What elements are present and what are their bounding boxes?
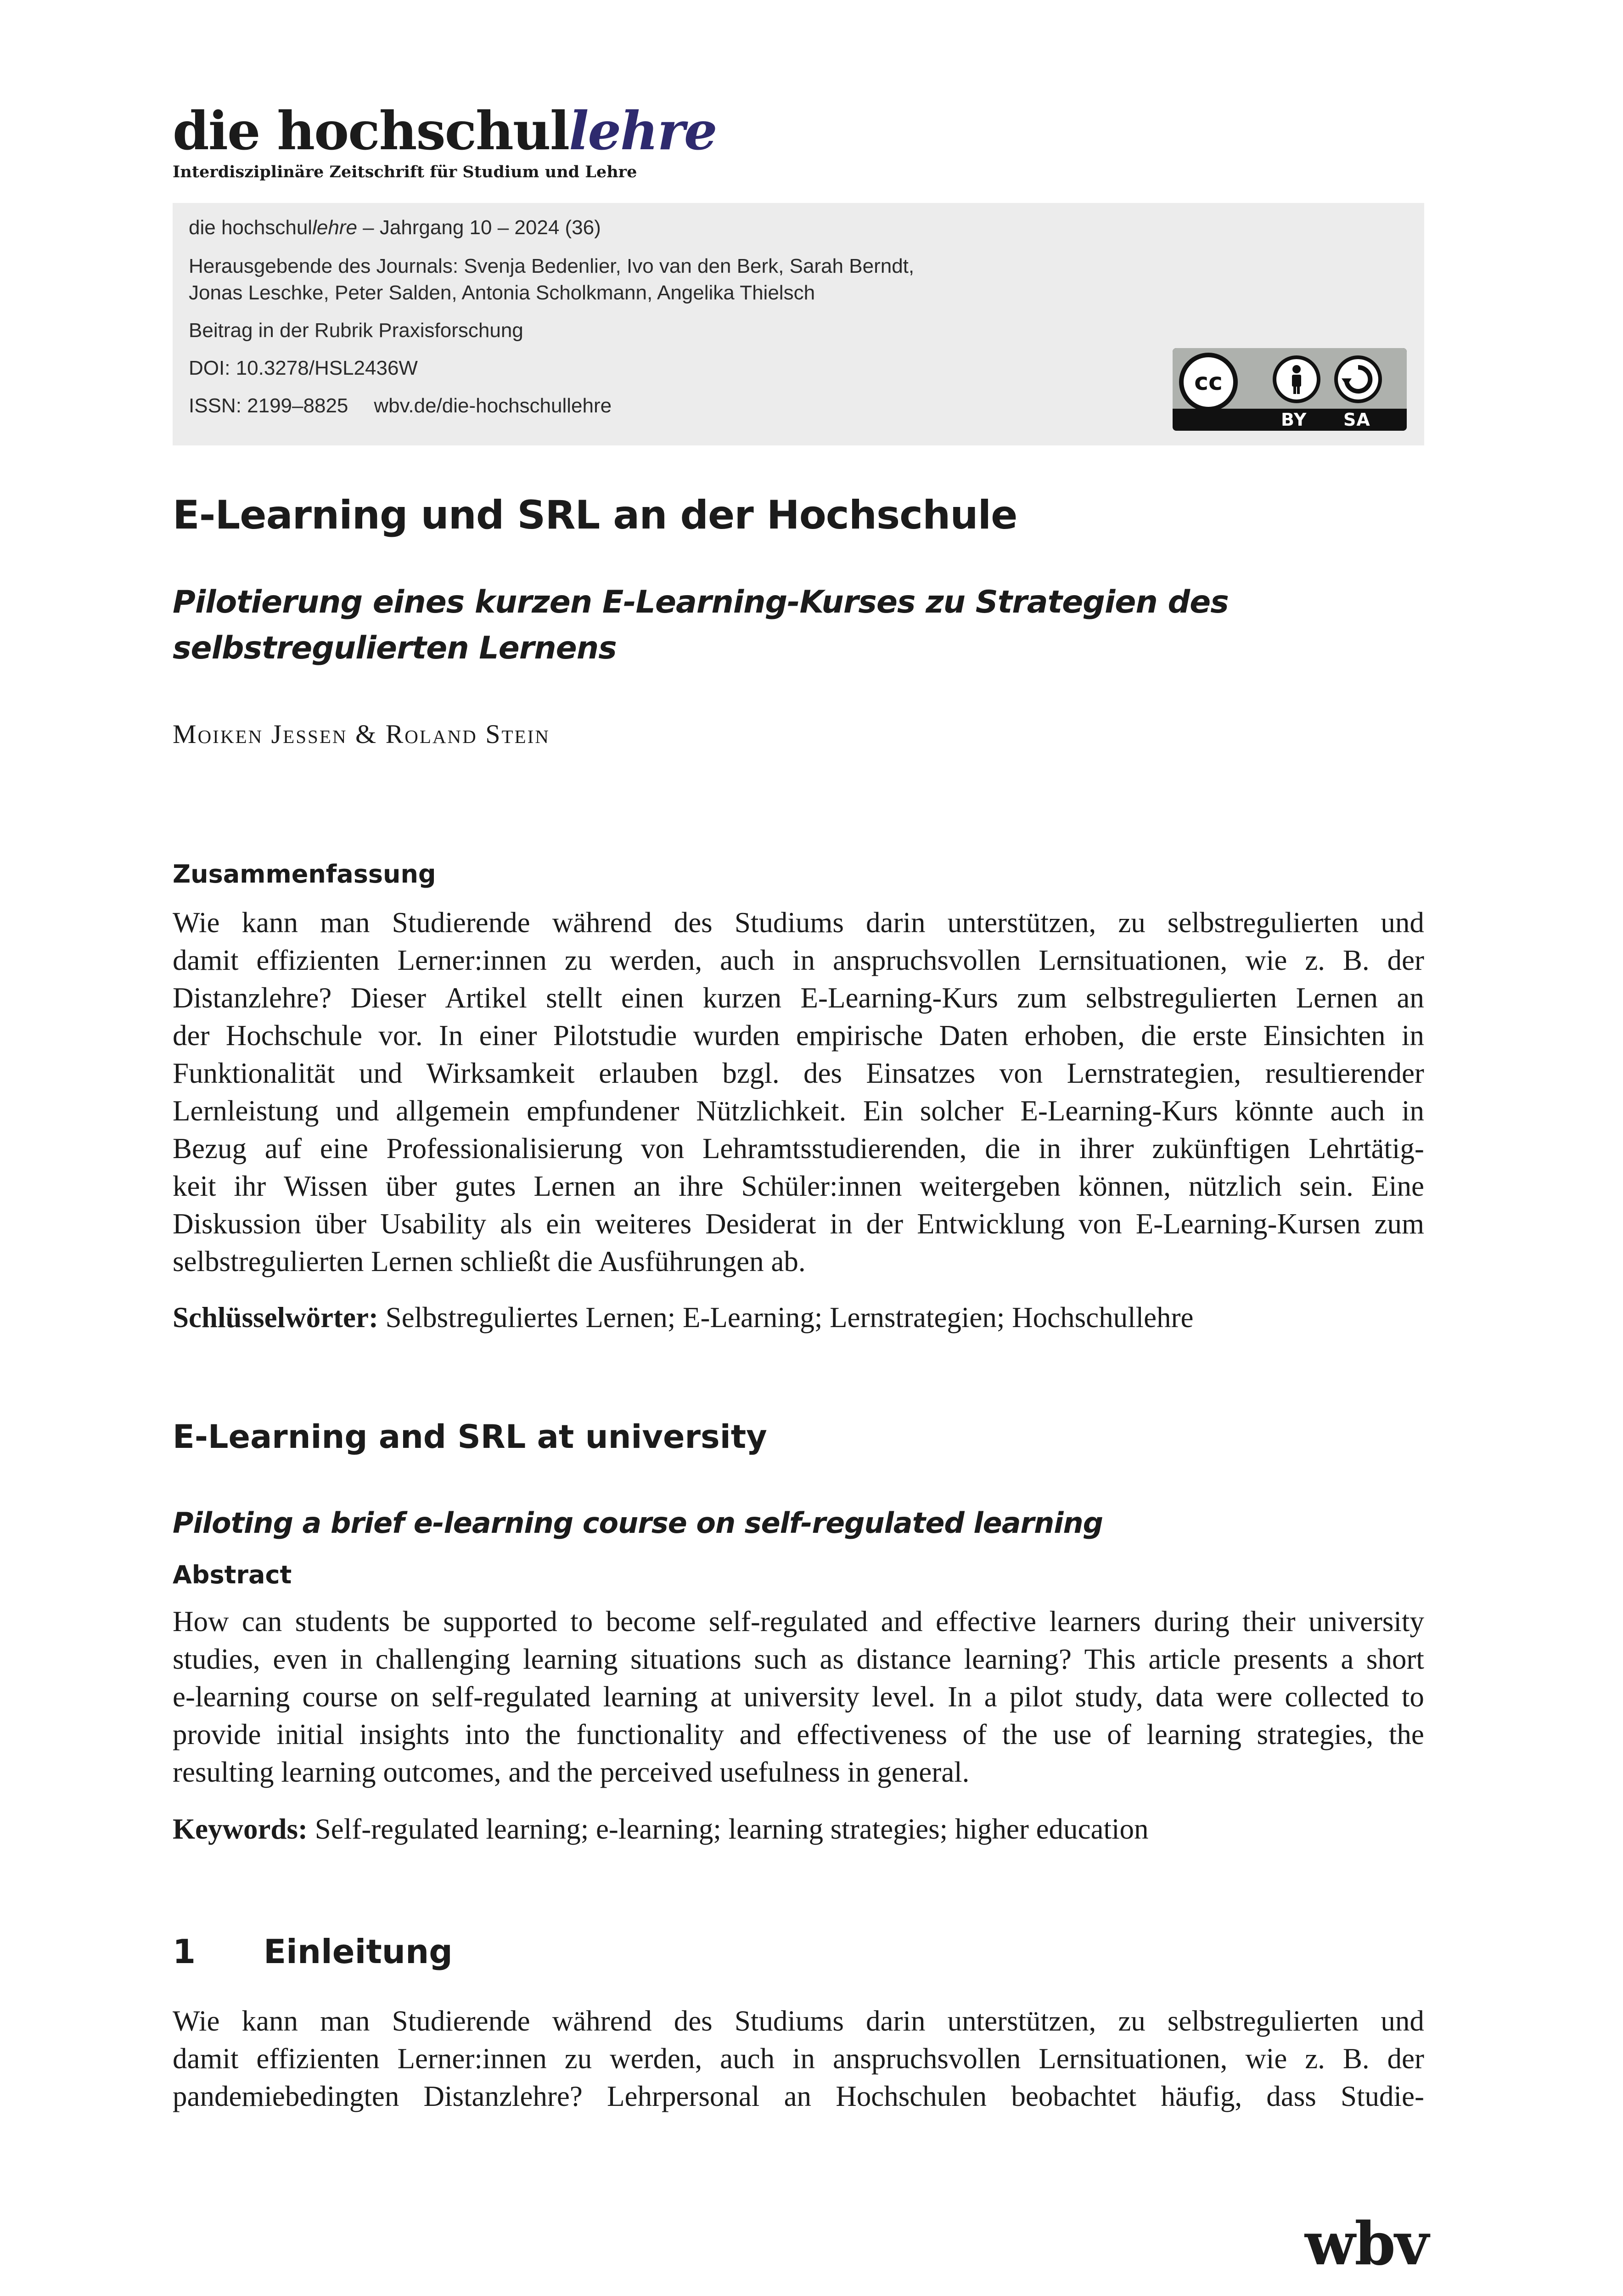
cc-by-sa-badge[interactable] <box>1173 348 1407 431</box>
abstract-heading: Abstract <box>173 1560 292 1589</box>
paragraph-line: damit effizienten Lerner:innen zu werden, auch in anspruchsvollen Lernsituationen, wie z. B. der <box>173 2043 1424 2075</box>
rubric-line: Beitrag in der Rubrik Praxisforschung <box>189 319 523 342</box>
paragraph-line: Wie kann man Studierende während des Studiums darin unterstützen, zu selbstregulierten und <box>173 2005 1424 2037</box>
paragraph-line: pandemiebedingten Distanzlehre? Lehrpersonal an Hochschulen beobachtet häufig, dass Studie- <box>173 2080 1424 2112</box>
paragraph-line: Funktionalität und Wirksamkeit erlauben bzgl. des Einsatzes von Lernstrategien, resultierender <box>173 1057 1424 1089</box>
paragraph-line: Distanzlehre? Dieser Artikel stellt einen kurzen E-Learning-Kurs zum selbstregulierten Lernen an <box>173 982 1424 1014</box>
editors-line-1: Herausgebende des Journals: Svenja Bedenlier, Ivo van den Berk, Sarah Berndt, <box>189 255 915 277</box>
paragraph-line: Lernleistung und allgemein empfundener Nützlichkeit. Ein solcher E-Learning-Kurs könnte auch in <box>173 1095 1424 1127</box>
paragraph-line: e-learning course on self-regulated learning at university level. In a pilot study, data were collected to <box>173 1681 1424 1713</box>
english-subtitle: Piloting a brief e-learning course on self-regulated learning <box>173 1506 1103 1540</box>
section-1-number: 1 <box>173 1932 196 1971</box>
masthead-title-main: die hochschul <box>173 100 569 162</box>
paragraph-line: studies, even in challenging learning situations such as distance learning? This article presents a short <box>173 1643 1424 1675</box>
paragraph-line: Diskussion über Usability als ein weiteres Desiderat in der Entwicklung von E-Learning-Kursen zum <box>173 1208 1424 1240</box>
doi-line: DOI: 10.3278/HSL2436W <box>189 357 418 379</box>
article-authors: Moiken Jessen & Roland Stein <box>173 719 550 749</box>
cc-by-label: BY <box>1281 410 1307 430</box>
keywords-line <box>173 1815 1149 1844</box>
journal-masthead <box>173 100 717 162</box>
article-subtitle-line-1: Pilotierung eines kurzen E-Learning-Kurses zu Strategien des <box>173 584 1229 620</box>
journal-name: die hochschul <box>189 216 313 239</box>
paragraph-line: How can students be supported to become self-regulated and effective learners during their university <box>173 1605 1424 1638</box>
sa-sharealike-icon <box>1334 355 1382 403</box>
paragraph-line: damit effizienten Lerner:innen zu werden, auch in anspruchsvollen Lernsituationen, wie z. B. der <box>173 944 1424 976</box>
schluesselwoerter-line <box>173 1303 1194 1332</box>
cc-icon: cc <box>1179 353 1238 411</box>
section-1-title: Einleitung <box>264 1932 453 1971</box>
article-subtitle-line-2: selbstregulierten Lernens <box>173 630 617 666</box>
cc-sa-label: SA <box>1343 410 1370 430</box>
zusammenfassung-heading: Zusammenfassung <box>173 860 436 889</box>
schluesselwoerter-label: Schlüsselwörter: <box>173 1301 378 1334</box>
issn: ISSN: 2199–8825 <box>189 394 348 417</box>
article-title: E-Learning und SRL an der Hochschule <box>173 492 1017 538</box>
paragraph-line: der Hochschule vor. In einer Pilotstudie wurden empirische Daten erhoben, die erste Einsichten in <box>173 1019 1424 1052</box>
paragraph-line: selbstregulierten Lernen schließt die Ausführungen ab. <box>173 1245 806 1277</box>
schluesselwoerter-text: Selbstreguliertes Lernen; E-Learning; Lernstrategien; Hochschullehre <box>378 1301 1194 1334</box>
paragraph-line: resulting learning outcomes, and the perceived usefulness in general. <box>173 1756 970 1788</box>
journal-volume-line <box>189 218 601 238</box>
journal-volume: – Jahrgang 10 – 2024 (36) <box>357 216 601 239</box>
paragraph-line: Wie kann man Studierende während des Studiums darin unterstützen, zu selbstregulierten und <box>173 906 1424 939</box>
masthead-title-accent: lehre <box>569 100 717 162</box>
editors-line-2: Jonas Leschke, Peter Salden, Antonia Scholkmann, Angelika Thielsch <box>189 281 815 304</box>
paragraph-line: keit ihr Wissen über gutes Lernen an ihre Schüler:innen weitergeben können, nützlich sein. Eine <box>173 1170 1424 1202</box>
keywords-label: Keywords: <box>173 1813 308 1845</box>
journal-name-accent: lehre <box>312 216 357 239</box>
paragraph-line: provide initial insights into the functionality and effectiveness of the use of learning strategies, the <box>173 1718 1424 1750</box>
masthead-subtitle: Interdisziplinäre Zeitschrift für Studium und Lehre <box>173 163 637 181</box>
english-title: E-Learning and SRL at university <box>173 1418 767 1456</box>
journal-metadata-box <box>173 203 1424 445</box>
keywords-text: Self-regulated learning; e-learning; learning strategies; higher education <box>307 1813 1149 1845</box>
by-person-icon <box>1273 355 1320 403</box>
publisher-logo: wbv <box>1305 2210 1428 2279</box>
paragraph-line: Bezug auf eine Professionalisierung von Lehramtsstudierenden, die in ihrer zukünftigen Lehrtätig- <box>173 1132 1424 1165</box>
journal-url[interactable]: wbv.de/die-hochschullehre <box>374 394 612 417</box>
issn-url-line <box>189 396 612 416</box>
